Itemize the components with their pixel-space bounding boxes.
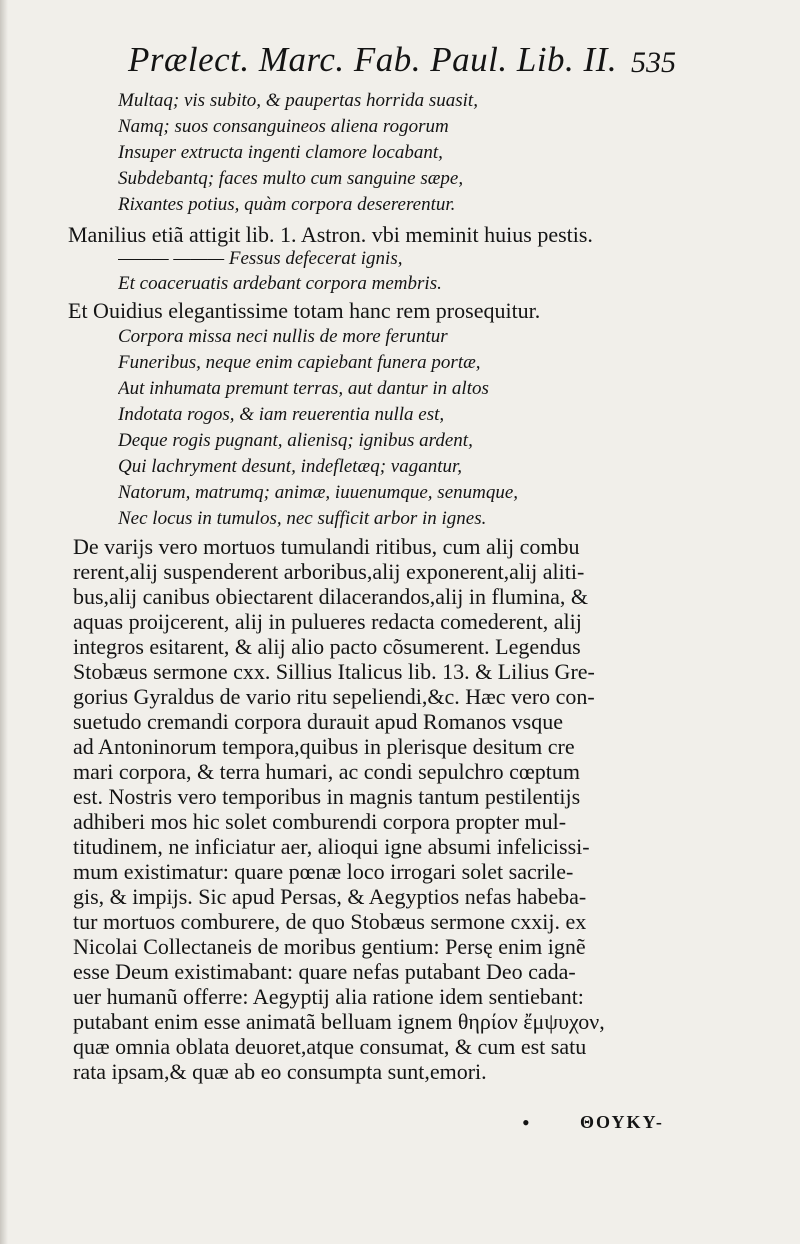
prose-line: rata ipsam,& quæ ab eo consumpta sunt,emori. <box>73 1059 487 1084</box>
catchword: ΘΟΥΚΥ- <box>580 1112 664 1132</box>
prose-line: suetudo cremandi corpora durauit apud Romanos vsque <box>73 709 563 734</box>
prose-line: aquas proijcerent, alij in pulueres redacta comederent, alij <box>73 609 582 634</box>
footer-mark: • <box>522 1110 530 1135</box>
prose-line: adhiberi mos hic solet comburendi corpora propter mul- <box>73 809 567 834</box>
verse-line: Deque rogis pugnant, alienisq; ignibus ardent, <box>118 430 473 451</box>
prose-line: titudinem, ne inficiatur aer, alioqui igne absumi infelicissi- <box>73 834 590 859</box>
prose-line: putabant enim esse animatã belluam ignem θηρίον ἔμψυχον, <box>73 1009 605 1034</box>
prose-line: mum existimatur: quare pœnæ loco irrogari solet sacrile- <box>73 859 574 884</box>
prose-line: tur mortuos comburere, de quo Stobæus sermone cxxij. ex <box>73 909 587 934</box>
page-edge-shadow <box>0 0 8 1244</box>
verse-line: Et coaceruatis ardebant corpora membris. <box>118 273 442 294</box>
prose-line: ad Antoninorum tempora,quibus in plerisque desitum cre <box>73 734 575 759</box>
verse-line: Natorum, matrumq; animæ, iuuenumque, senumque, <box>118 482 519 503</box>
prose-line: gis, & impijs. Sic apud Persas, & Aegyptios nefas habeba- <box>73 884 587 909</box>
prose-line: uer humanũ offerre: Aegyptij alia ratione idem sentiebant: <box>73 984 584 1009</box>
page-header <box>128 40 680 90</box>
prose-line: Nicolai Collectaneis de moribus gentium: Persę enim ignẽ <box>73 934 586 959</box>
prose-line: esse Deum existimabant: quare nefas putabant Deo cada- <box>73 959 576 984</box>
verse-line: Nec locus in tumulos, nec sufficit arbor in ignes. <box>118 508 487 529</box>
verse-line: Multaq; vis subito, & paupertas horrida suasit, <box>118 90 478 111</box>
running-head: Prælect. Marc. Fab. Paul. Lib. II. <box>128 40 618 79</box>
prose-line: integros esitarent, & alij alio pacto cõsumerent. Legendus <box>73 634 581 659</box>
prose-line-manilius: Manilius etiã attigit lib. 1. Astron. vbi meminit huius pestis. <box>68 222 593 247</box>
verse-line: Indotata rogos, & iam reuerentia nulla est, <box>118 404 445 425</box>
verse-line: Subdebantq; faces multo cum sanguine sæpe, <box>118 168 464 189</box>
verse-line: Insuper extructa ingenti clamore locabant, <box>118 142 443 163</box>
verse-line: Namq; suos consanguineos aliena rogorum <box>118 116 449 137</box>
verse-line: Aut inhumata premunt terras, aut dantur in altos <box>118 378 489 399</box>
prose-line: quæ omnia oblata deuoret,atque consumat, & cum est satu <box>73 1034 587 1059</box>
prose-line: est. Nostris vero temporibus in magnis tantum pestilentijs <box>73 784 581 809</box>
verse-line: Funeribus, neque enim capiebant funera portæ, <box>118 352 481 373</box>
verse-line: Qui lachryment desunt, indefletæq; vagantur, <box>118 456 463 477</box>
prose-line: bus,alij canibus obiectarent dilacerandos,alij in flumina, & <box>73 584 589 609</box>
verse-line: Corpora missa neci nullis de more feruntur <box>118 326 448 347</box>
prose-line: gorius Gyraldus de vario ritu sepeliendi,&c. Hæc vero con- <box>73 684 595 709</box>
prose-line: De varijs vero mortuos tumulandi ritibus, cum alij combu <box>73 534 580 559</box>
prose-line: rerent,alij suspenderent arboribus,alij exponerent,alij aliti- <box>73 559 585 584</box>
prose-line: mari corpora, & terra humari, ac condi sepulchro cœptum <box>73 759 581 784</box>
page-number: 535 <box>631 46 676 79</box>
prose-line: Stobæus sermone cxx. Sillius Italicus lib. 13. & Lilius Gre- <box>73 659 595 684</box>
prose-line-ouid: Et Ouidius elegantissime totam hanc rem prosequitur. <box>68 298 541 323</box>
verse-line: ——— ——— Fessus defecerat ignis, <box>118 248 403 269</box>
verse-line: Rixantes potius, quàm corpora desererentur. <box>118 194 456 215</box>
